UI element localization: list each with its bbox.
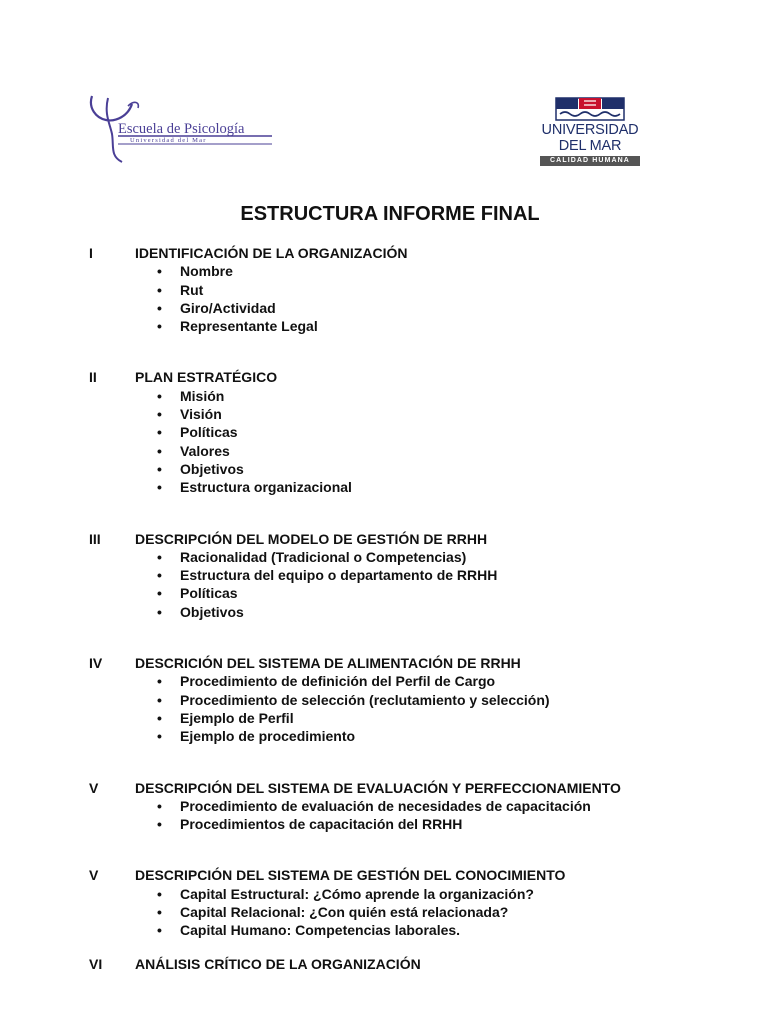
bullet-dot-icon: • (157, 460, 162, 477)
bullet-item (0, 566, 768, 584)
bullet-dot-icon: • (157, 691, 162, 708)
bullet-dot-icon: • (157, 281, 162, 298)
bullet-text: Estructura del equipo o departamento de RRHH (180, 567, 498, 584)
bullet-item (0, 299, 768, 317)
bullet-text: Procedimiento de evaluación de necesidades de capacitación (180, 797, 591, 814)
bullet-item (0, 548, 768, 566)
bullet-dot-icon: • (157, 673, 162, 690)
bullet-list (0, 548, 768, 621)
bullet-text: Valores (180, 442, 230, 459)
section-number: V (89, 779, 99, 796)
bullet-item (0, 317, 768, 335)
section-number: III (89, 530, 101, 547)
bullet-dot-icon: • (157, 603, 162, 620)
section-heading: DESCRIPCIÓN DEL SISTEMA DE EVALUACIÓN Y PERFECCIONAMIENTO (135, 779, 621, 796)
bullet-text: Visión (180, 406, 222, 423)
bullet-dot-icon: • (157, 904, 162, 921)
bullet-item (0, 442, 768, 460)
section-heading: ANÁLISIS CRÍTICO DE LA ORGANIZACIÓN (135, 955, 421, 972)
bullet-dot-icon: • (157, 318, 162, 335)
bullet-dot-icon: • (157, 424, 162, 441)
section-heading: DESCRIPCIÓN DEL MODELO DE GESTIÓN DE RRHH (135, 530, 488, 547)
bullet-dot-icon: • (157, 548, 162, 565)
document-title: ESTRUCTURA INFORME FINAL (240, 203, 540, 225)
logo-right-tagline: CALIDAD HUMANA (540, 156, 640, 166)
bullet-dot-icon: • (157, 479, 162, 496)
bullet-item (0, 387, 768, 405)
bullet-text: Objetivos (180, 603, 244, 620)
bullet-item (0, 603, 768, 621)
outline-section (0, 955, 768, 973)
bullet-text: Procedimiento de definición del Perfil de Cargo (180, 673, 496, 690)
bullet-text: Nombre (180, 263, 233, 280)
bullet-item (0, 423, 768, 441)
logo-right-name-line1: UNIVERSIDAD (541, 122, 639, 138)
bullet-dot-icon: • (157, 885, 162, 902)
bullet-text: Rut (180, 281, 204, 298)
bullet-item (0, 797, 768, 815)
bullet-text: Políticas (180, 424, 238, 441)
bullet-item (0, 709, 768, 727)
bullet-item (0, 885, 768, 903)
bullet-item (0, 478, 768, 496)
section-number: II (89, 369, 97, 386)
bullet-item (0, 727, 768, 745)
bullet-text: Procedimiento de selección (reclutamiento y selección) (180, 691, 550, 708)
bullet-dot-icon: • (157, 387, 162, 404)
bullet-item (0, 262, 768, 280)
bullet-item (0, 584, 768, 602)
bullet-item (0, 691, 768, 709)
section-heading: PLAN ESTRATÉGICO (135, 369, 278, 386)
bullet-dot-icon: • (157, 442, 162, 459)
section-number: IV (89, 655, 103, 672)
outline-section (0, 368, 768, 496)
bullet-text: Capital Humano: Competencias laborales. (180, 922, 461, 939)
outline-section (0, 530, 768, 621)
bullet-dot-icon: • (157, 299, 162, 316)
bullet-text: Giro/Actividad (180, 299, 276, 316)
bullet-text: Representante Legal (180, 318, 318, 335)
bullet-list (0, 885, 768, 940)
bullet-dot-icon: • (157, 567, 162, 584)
bullet-list (0, 797, 768, 834)
bullet-text: Capital Estructural: ¿Cómo aprende la organización? (180, 885, 534, 902)
bullet-item (0, 460, 768, 478)
section-number: V (89, 867, 99, 884)
outline-section (0, 654, 768, 745)
bullet-item (0, 281, 768, 299)
section-heading: DESCRIPCIÓN DEL SISTEMA DE GESTIÓN DEL CONOCIMIENTO (135, 867, 566, 884)
logo-left-subtitle: Universidad del Mar (130, 137, 207, 144)
bullet-list (0, 387, 768, 497)
outline-section (0, 866, 768, 939)
bullet-dot-icon: • (157, 709, 162, 726)
outline-section (0, 779, 768, 834)
bullet-dot-icon: • (157, 728, 162, 745)
section-number: I (89, 245, 93, 261)
outline-section (0, 244, 768, 335)
bullet-dot-icon: • (157, 263, 162, 280)
bullet-dot-icon: • (157, 797, 162, 814)
bullet-text: Ejemplo de procedimiento (180, 728, 356, 745)
bullet-item (0, 815, 768, 833)
bullet-item (0, 405, 768, 423)
bullet-dot-icon: • (157, 816, 162, 833)
section-heading: IDENTIFICACIÓN DE LA ORGANIZACIÓN (135, 245, 408, 261)
bullet-text: Procedimientos de capacitación del RRHH (180, 816, 463, 833)
bullet-item (0, 903, 768, 921)
universidad-del-mar-logo (538, 97, 642, 173)
bullet-dot-icon: • (157, 922, 162, 939)
logo-left-title: Escuela de Psicología (118, 121, 245, 137)
bullet-item (0, 672, 768, 690)
bullet-text: Capital Relacional: ¿Con quién está relacionada? (180, 904, 509, 921)
bullet-list (0, 262, 768, 335)
section-heading: DESCRICIÓN DEL SISTEMA DE ALIMENTACIÓN DE RRHH (135, 655, 521, 672)
bullet-item (0, 921, 768, 939)
report-outline (0, 244, 768, 973)
bullet-text: Misión (180, 387, 225, 404)
bullet-text: Políticas (180, 585, 238, 602)
logo-right-name-line2: DEL MAR (558, 138, 622, 154)
bullet-dot-icon: • (157, 585, 162, 602)
bullet-text: Ejemplo de Perfil (180, 709, 294, 726)
bullet-dot-icon: • (157, 406, 162, 423)
bullet-list (0, 672, 768, 745)
university-shield-icon (554, 97, 626, 121)
bullet-text: Racionalidad (Tradicional o Competencias) (180, 548, 467, 565)
section-number: VI (89, 955, 103, 972)
bullet-text: Estructura organizacional (180, 479, 352, 496)
bullet-text: Objetivos (180, 460, 244, 477)
escuela-psicologia-logo (88, 94, 274, 164)
